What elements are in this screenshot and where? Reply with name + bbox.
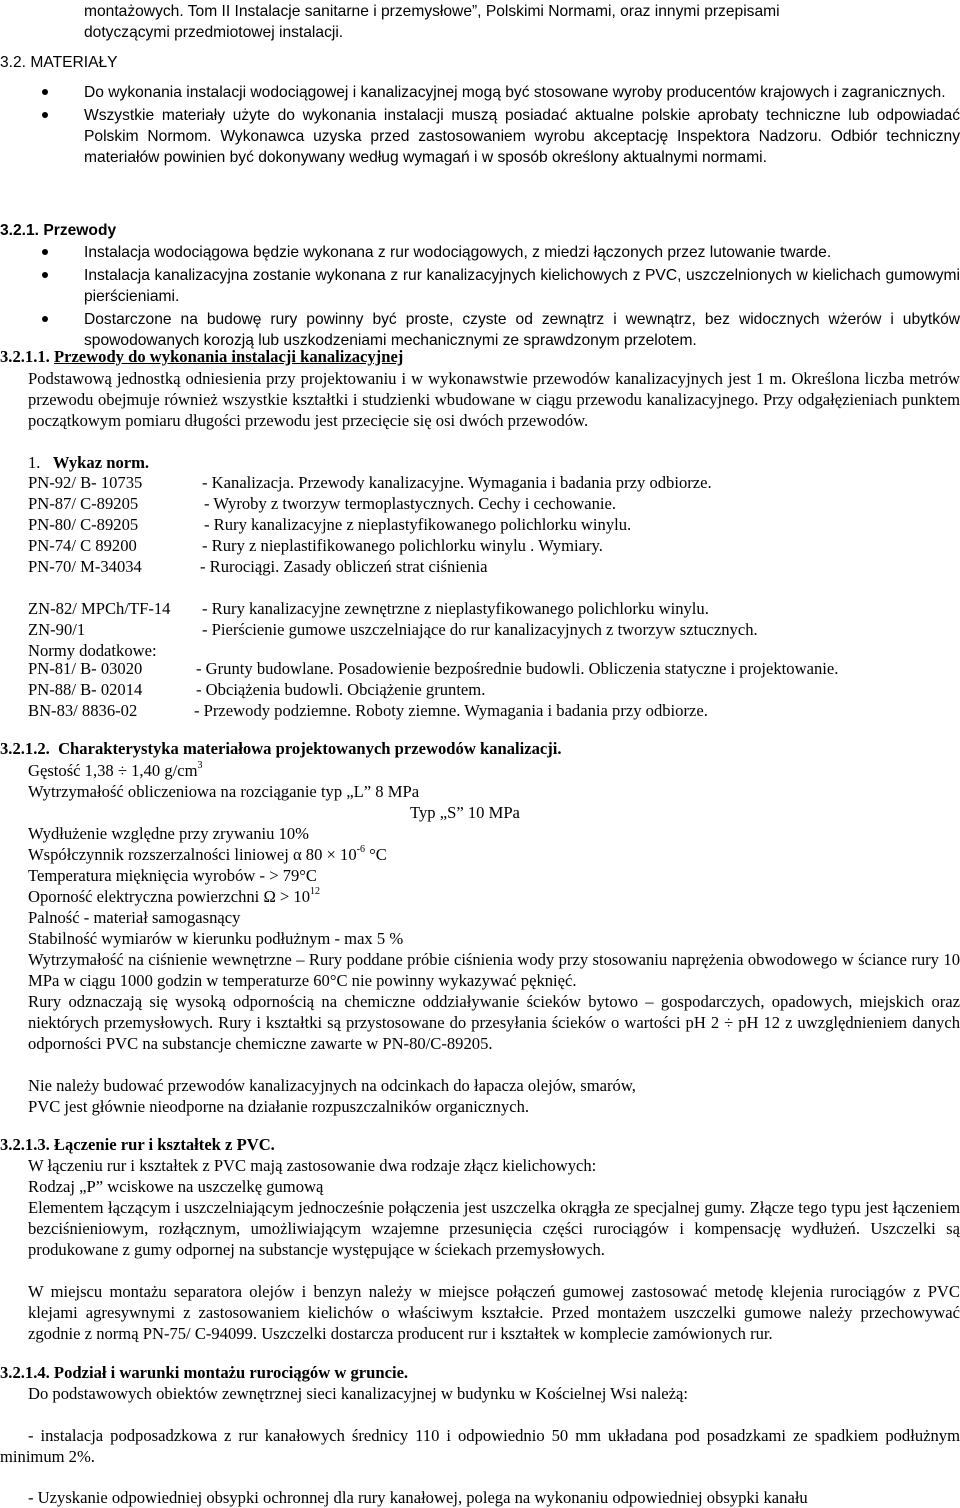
list-item: Instalacja wodociągowa będzie wykonana z rur wodociągowych, z miedzi łączonych przez lutowanie twarde. (84, 242, 960, 263)
section-heading-material-characteristics: 3.2.1.2. Charakterystyka materiałowa projektowanych przewodów kanalizacji. (0, 739, 562, 758)
section-heading-pipes: 3.2.1. Przewody (0, 222, 117, 239)
list-item: Dostarczone na budowę rury powinny być proste, czyste od zewnątrz i wewnątrz, bez widocznych wżerów i ubytków spowodowanych korozją lub uszkodzeniami mechanicznymi ze sprawdzonym przelotem. (84, 309, 960, 351)
joining-paragraph-2: W miejscu montażu separatora olejów i benzyn należy w miejsce połączeń gumowej zastosować metodę klejenia rurociągów z PVC klejami agresywnymi z zastosowaniem kielichów o właściwym kształcie. Przed montażem uszczelki gumowe należy przechowywać zgodnie z normą PN-75/ C-94099. Uszczelki dostarcza producent rur i kształtek w komplecie zamówionych rur. (28, 1282, 960, 1343)
pressure-paragraph: Wytrzymałość na ciśnienie wewnętrzne – Rury poddane próbie ciśnienia wody przy stosowaniu naprężenia obwodowego w ściance rury 10 MPa w ciągu 1000 godzin w temperaturze 60°C nie powinny wykazywać pęknięć. (28, 950, 960, 990)
list-item: Instalacja kanalizacyjna zostanie wykonana z rur kanalizacyjnych kielichowych z PVC, uszczelnionych w kielichach gumowymi pierścieniami. (84, 265, 960, 307)
bullet-icon (42, 272, 48, 278)
chemical-resistance-paragraph: Rury odznaczają się wysoką odpornością na chemiczne oddziaływanie ścieków bytowo – gospodarczych, opadowych, miejskich oraz niektórych przemysłowych. Rury i kształtki są przystosowane do przesyłania ścieków o wartości pH 2 ÷ pH 12 z uwzględnieniem danych odporności PVC na substancje chemiczne zawarte w PN-80/C-89205. (28, 992, 960, 1053)
tensile-s-line: Typ „S” 10 MPa (410, 803, 520, 822)
softening-line: Temperatura mięknięcia wyrobów - > 79°C (28, 866, 317, 885)
resistivity-line: Oporność elektryczna powierzchni $\Omega > 10^{12}$ (28, 886, 321, 906)
joining-line-2: Rodzaj „P” wciskowe na uszczelkę gumową (28, 1177, 324, 1196)
flammability-line: Palność - materiał samogasnący (28, 908, 241, 927)
unit-paragraph: Podstawową jednostką odniesienia przy projektowaniu i w wykonawstwie przewodów kanalizacyjnych jest 1 m. Określona liczba metrów przewodu obejmuje również wszystkie kształtki i studzienki wbudowane w ciągu przewodu kanalizacyjnego. Przy odgałęzieniach punktem początkowym pomiaru długości przewodu jest przecięcie się osi dwóch przewodów. (28, 369, 960, 430)
pipes-bullet-list (84, 242, 960, 351)
section-heading-joining: 3.2.1.3. Łączenie rur i kształtek z PVC. (0, 1135, 275, 1154)
section-heading-materials: 3.2. MATERIAŁY (0, 54, 118, 71)
installation-item-2: - Uzyskanie odpowiedniej obsypki ochronnej dla rury kanałowej, polega na wykonaniu odpowiedniej obsypki kanału (28, 1488, 808, 1507)
joining-line-1: W łączeniu rur i kształtek z PVC mają zastosowanie dwa rodzaje złącz kielichowych: (28, 1156, 597, 1175)
installation-item-1: - instalacja podposadzkowa z rur kanałowych średnicy 110 i odpowiednio 50 mm układana pod posadzkami ze spadkiem podłużnym minimum 2%. (0, 1426, 960, 1466)
extra-norms-title: Normy dodatkowe: (28, 641, 157, 660)
oil-trap-line: Nie należy budować przewodów kanalizacyjnych na odcinkach do łapacza olejów, smarów, (28, 1076, 636, 1095)
bullet-icon (42, 89, 48, 95)
intro-line-2: dotyczącymi przedmiotowej instalacji. (84, 24, 344, 41)
elongation-line: Wydłużenie względne przy zrywaniu 10% (28, 824, 309, 843)
density-line: Gęstość 1,38 ÷ 1,40 $g/cm^3$ (28, 760, 203, 780)
installation-line-1: Do podstawowych obiektów zewnętrznej sieci kanalizacyjnej w budynku w Kościelnej Wsi należą: (28, 1384, 689, 1403)
tensile-line: Wytrzymałość obliczeniowa na rozciąganie typ „L” 8 MPa (28, 782, 420, 801)
materials-bullet-list (84, 82, 960, 168)
document-page: montażowych. Tom II Instalacje sanitarne i przemysłowe”, Polskimi Normami, oraz innymi przepisami dotyczącymi przedmiotowej instalacji. 3.2. MATERIAŁY Do wykonania instalacji wodociągowej i kanalizacyjnej mogą być stosowane wyroby producentów krajowych i zagranicznych. Wszystkie materiały użyte do wykonania instalacji muszą posiadać aktualne polskie aprobaty techniczne lub odpowiadać Polskim Normom. Wykonawca uzyska przed zastosowaniem wyrobu akceptację Inspektora Nadzoru. Odbiór techniczny materiałów powinien być dokonywany według wymagań i w sposób określony aktualnymi normami. 3.2.1. Przewody Instalacja wodociągowa będzie wykonana z rur wodociągowych, z miedzi łączonych przez lutowanie twarde. Instalacja kanalizacyjna zostanie wykonana z rur kanalizacyjnych kielichowych z PVC, uszczelnionych w kielichach gumowymi pierścieniami. Dostarczone na budowę rury powinny być proste, czyste od zewnątrz i wewnątrz, bez widocznych wżerów i ubytków spowodowanych korozją lub uszkodzeniami mechanicznymi ze sprawdzonym przelotem. 3.2.1.1. Przewody do wykonania instalacji kanalizacyjnej Podstawową jednostką odniesienia przy projektowaniu i w wykonawstwie przewodów kanalizacyjnych jest 1 m. Określona liczba metrów przewodu obejmuje również wszystkie kształtki i studzienki wbudowane w ciągu przewodu kanalizacyjnego. Przy odgałęzieniach punktem początkowym pomiaru długości przewodu jest przecięcie się osi dwóch przewodów. 1. Wykaz norm. PN-92/ B- 10735 - Kanalizacja. Przewody kanalizacyjne. Wymagania i badania przy odbiorze. PN-87/ C-89205 - Wyroby z tworzyw termoplastycznych. Cechy i cechowanie. PN-80/ C-89205 - Rury kanalizacyjne z nieplastyfikowanego polichlorku winylu. PN-74/ C 89200 - Rury z nieplastifikowanego polichlorku winylu . Wymiary. PN-70/ M-34034 - Rurociągi. Zasady obliczeń strat ciśnienia ZN-82/ MPCh/TF-14 - Rury kanalizacyjne zewnętrzne z nieplastyfikowanego polichlorku winylu. ZN-90/1 - Pierścienie gumowe uszczelniające do rur kanalizacyjnych z tworzyw sztucznych. Normy dodatkowe: PN-81/ B- 03020 - Grunty budowlane. Posadowienie bezpośrednie budowli. Obliczenia statyczne i projektowanie. PN-88/ B- 02014 - Obciążenia budowli. Obciążenie gruntem. BN-83/ 8836-02 - Przewody podziemne. Roboty ziemne. Wymagania i badania przy odbiorze. 3.2.1.2. Charakterystyka materiałowa projektowanych przewodów kanalizacji. Gęstość 1,38 ÷ 1,40 $g/cm^3$ Wytrzymałość obliczeniowa na rozciąganie typ „L” 8 MPa Typ „S” 10 MPa Wydłużenie względne przy zrywaniu 10% Współczynnik rozszerzalności liniowej α $80 \times 10^{-6}$ °C Temperatura mięknięcia wyrobów - > 79°C Oporność elektryczna powierzchni $\Omega > 10^{12}$ Palność - materiał samogasnący Stabilność wymiarów w kierunku podłużnym - max 5 % Wytrzymałość na ciśnienie wewnętrzne – Rury poddane próbie ciśnienia wody przy stosowaniu naprężenia obwodowego w ściance rury 10 MPa w ciągu 1000 godzin w temperaturze 60°C nie powinny wykazywać pęknięć. Rury odznaczają się wysoką odpornością na chemiczne oddziaływanie ścieków bytowo – gospodarczych, opadowych, miejskich oraz niektórych przemysłowych. Rury i kształtki są przystosowane do przesyłania ścieków o wartości pH 2 ÷ pH 12 z uwzględnieniem danych odporności PVC na substancje chemiczne zawarte w PN-80/C-89205. Nie należy budować przewodów kanalizacyjnych na odcinkach do łapacza olejów, smarów, PVC jest głównie nieodporne na działanie rozpuszczalników organicznych. 3.2.1.3. Łączenie rur i kształtek z PVC. W łączeniu rur i kształtek z PVC mają zastosowanie dwa rodzaje złącz kielichowych: Rodzaj „P” wciskowe na uszczelkę gumową Elementem łączącym i uszczelniającym jednocześnie połączenia jest uszczelka okrągła ze specjalnej gumy. Złącze tego typu jest łączeniem bezciśnieniowym, rozłącznym, umożliwiającym wzajemne przesunięcia części rurociągów i kompensację wydłużeń. Uszczelki są produkowane z gumy odpornej na substancje występujące w ściekach przemysłowych. W miejscu montażu separatora olejów i benzyn należy w miejsce połączeń gumowej zastosować metodę klejenia rurociągów z PVC klejami agresywnymi z zastosowaniem kielichów o właściwym kształcie. Przed montażem uszczelki gumowe należy przechowywać zgodnie z normą PN-75/ C-94099. Uszczelki dostarcza producent rur i kształtek w komplecie zamówionych rur. 3.2.1.4. Podział i warunki montażu rurociągów w gruncie. Do podstawowych obiektów zewnętrznej sieci kanalizacyjnej w budynku w Kościelnej Wsi należą: - instalacja podposadzkowa z rur kanałowych średnicy 110 i odpowiednio 50 mm układana pod posadzkami ze spadkiem podłużnym minimum 2%. - Uzyskanie odpowiedniej obsypki ochronnej dla rury kanałowej, polega na wykonaniu odpowiedniej obsypki kanału (0, 3, 960, 1507)
expansion-line: Współczynnik rozszerzalności liniowej α $80 \times 10^{-6}$ °C (28, 844, 387, 864)
bullet-icon (42, 316, 48, 322)
section-heading-sewer-pipes: 3.2.1.1. Przewody do wykonania instalacji kanalizacyjnej (0, 347, 404, 366)
list-item: Do wykonania instalacji wodociągowej i kanalizacyjnej mogą być stosowane wyroby producentów krajowych i zagranicznych. (84, 82, 960, 103)
intro-line-1: montażowych. Tom II Instalacje sanitarne i przemysłowe”, Polskimi Normami, oraz innymi przepisami (84, 3, 780, 20)
bullet-icon (42, 112, 48, 118)
section-heading-installation: 3.2.1.4. Podział i warunki montażu rurociągów w gruncie. (0, 1363, 409, 1382)
list-item: Wszystkie materiały użyte do wykonania instalacji muszą posiadać aktualne polskie aprobaty techniczne lub odpowiadać Polskim Normom. Wykonawca uzyska przed zastosowaniem wyrobu akceptację Inspektora Nadzoru. Odbiór techniczny materiałów powinien być dokonywany według wymagań i w sposób określony aktualnymi normami. (84, 105, 960, 168)
norms-list-title: 1. Wykaz norm. (28, 453, 150, 472)
stability-line: Stabilność wymiarów w kierunku podłużnym - max 5 % (28, 929, 404, 948)
joining-paragraph-1: Elementem łączącym i uszczelniającym jednocześnie połączenia jest uszczelka okrągła ze specjalnej gumy. Złącze tego typu jest łączeniem bezciśnieniowym, rozłącznym, umożliwiającym wzajemne przesunięcia części rurociągów i kompensację wydłużeń. Uszczelki są produkowane z gumy odpornej na substancje występujące w ściekach przemysłowych. (28, 1198, 960, 1259)
solvent-line: PVC jest głównie nieodporne na działanie rozpuszczalników organicznych. (28, 1097, 530, 1116)
bullet-icon (42, 249, 48, 255)
